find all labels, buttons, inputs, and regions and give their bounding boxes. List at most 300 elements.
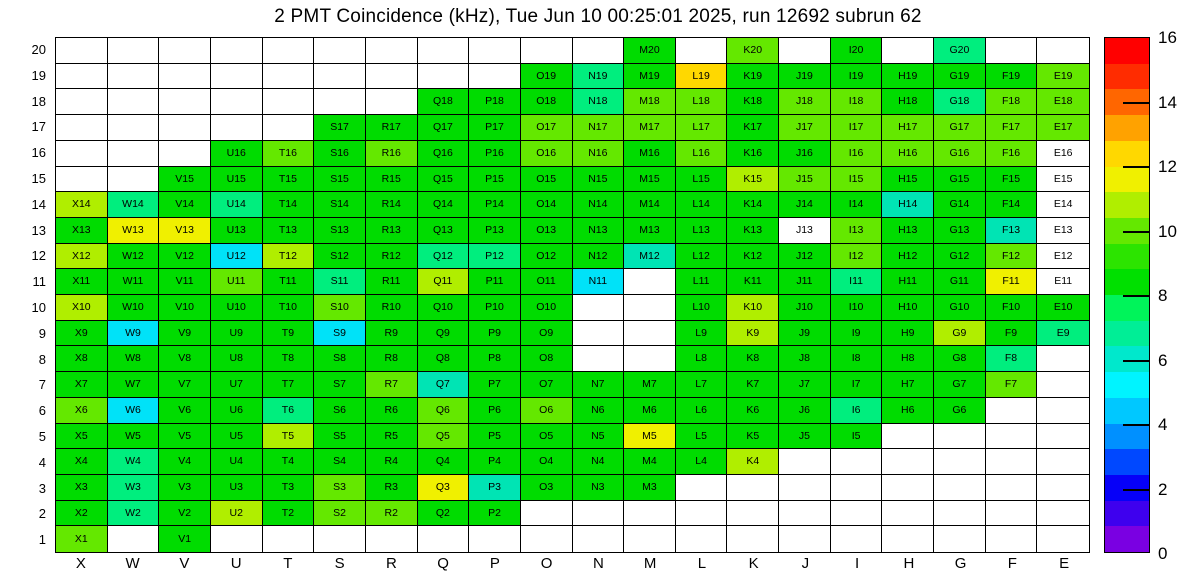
cell-k10: K10 (727, 295, 779, 321)
cell-o16: O16 (521, 141, 573, 167)
cell-x9: X9 (56, 321, 108, 347)
cell-u8: U8 (211, 346, 263, 372)
cell-v9: V9 (159, 321, 211, 347)
cell-k1 (727, 526, 779, 552)
cell-j9: J9 (779, 321, 831, 347)
col-label-e: E (1059, 555, 1070, 572)
colorbar-tick-label: 8 (1158, 286, 1168, 305)
row-label-10: 10 (31, 300, 46, 315)
cell-w9: W9 (108, 321, 160, 347)
cell-k9: K9 (727, 321, 779, 347)
cell-v14: V14 (159, 192, 211, 218)
cell-t7: T7 (263, 372, 315, 398)
cell-n9 (573, 321, 625, 347)
colorbar-band (1105, 38, 1149, 64)
col-label-t: T (283, 555, 293, 572)
cell-p14: P14 (469, 192, 521, 218)
cell-t18 (263, 89, 315, 115)
col-label-q: Q (437, 555, 449, 572)
cell-q10: Q10 (418, 295, 470, 321)
cell-j20 (779, 38, 831, 64)
cell-f3 (986, 475, 1038, 501)
cell-o3: O3 (521, 475, 573, 501)
cell-q14: Q14 (418, 192, 470, 218)
col-label-j: J (801, 555, 810, 572)
cell-f9: F9 (986, 321, 1038, 347)
cell-s15: S15 (314, 167, 366, 193)
cell-t8: T8 (263, 346, 315, 372)
cell-j10: J10 (779, 295, 831, 321)
cell-l20 (676, 38, 728, 64)
cell-n8 (573, 346, 625, 372)
cell-i12: I12 (831, 244, 883, 270)
cell-h19: H19 (882, 64, 934, 90)
cell-s10: S10 (314, 295, 366, 321)
col-label-p: P (489, 555, 500, 572)
cell-r1 (366, 526, 418, 552)
cell-r8: R8 (366, 346, 418, 372)
cell-r13: R13 (366, 218, 418, 244)
row-label-2: 2 (38, 506, 46, 522)
cell-s17: S17 (314, 115, 366, 141)
cell-g3 (934, 475, 986, 501)
cell-v11: V11 (159, 269, 211, 295)
cell-r11: R11 (366, 269, 418, 295)
colorbar-band (1105, 269, 1149, 295)
colorbar-tick (1123, 166, 1149, 168)
cell-t20 (263, 38, 315, 64)
cell-h12: H12 (882, 244, 934, 270)
col-label-g: G (954, 555, 967, 572)
cell-m3: M3 (624, 475, 676, 501)
colorbar-band (1105, 501, 1149, 527)
cell-r12: R12 (366, 244, 418, 270)
colorbar-tick (1123, 231, 1149, 233)
cell-o8: O8 (521, 346, 573, 372)
cell-u20 (211, 38, 263, 64)
cell-n19: N19 (573, 64, 625, 90)
colorbar-tick-label: 10 (1158, 221, 1177, 241)
cell-x18 (56, 89, 108, 115)
colorbar-band (1105, 115, 1149, 141)
cell-t12: T12 (263, 244, 315, 270)
colorbar-tick-label: 0 (1158, 544, 1168, 563)
cell-g1 (934, 526, 986, 552)
cell-h1 (882, 526, 934, 552)
cell-r7: R7 (366, 372, 418, 398)
colorbar-band (1105, 295, 1149, 321)
cell-h20 (882, 38, 934, 64)
cell-k16: K16 (727, 141, 779, 167)
col-label-n: N (592, 555, 604, 572)
row-label-16: 16 (31, 145, 46, 161)
cell-i16: I16 (831, 141, 883, 167)
cell-v20 (159, 38, 211, 64)
cell-j4 (779, 449, 831, 475)
cell-f13: F13 (986, 218, 1038, 244)
cell-j16: J16 (779, 141, 831, 167)
cell-v2: V2 (159, 501, 211, 527)
cell-w14: W14 (108, 192, 160, 218)
cell-o12: O12 (521, 244, 573, 270)
cell-u2: U2 (211, 501, 263, 527)
cell-e11: E11 (1037, 269, 1089, 295)
cell-f8: F8 (986, 346, 1038, 372)
cell-q19 (418, 64, 470, 90)
colorbar (1104, 37, 1150, 553)
cell-u11: U11 (211, 269, 263, 295)
cell-j19: J19 (779, 64, 831, 90)
colorbar-band (1105, 141, 1149, 167)
colorbar-band (1105, 372, 1149, 398)
cell-j11: J11 (779, 269, 831, 295)
cell-n11: N11 (573, 269, 625, 295)
cell-s14: S14 (314, 192, 366, 218)
cell-t2: T2 (263, 501, 315, 527)
cell-x6: X6 (56, 398, 108, 424)
cell-p6: P6 (469, 398, 521, 424)
cell-t3: T3 (263, 475, 315, 501)
cell-i10: I10 (831, 295, 883, 321)
cell-x2: X2 (56, 501, 108, 527)
cell-k6: K6 (727, 398, 779, 424)
cell-l8: L8 (676, 346, 728, 372)
cell-f15: F15 (986, 167, 1038, 193)
cell-l15: L15 (676, 167, 728, 193)
cell-g6: G6 (934, 398, 986, 424)
cell-s7: S7 (314, 372, 366, 398)
cell-h4 (882, 449, 934, 475)
cell-f20 (986, 38, 1038, 64)
row-label-6: 6 (38, 403, 46, 419)
col-label-r: R (385, 555, 397, 572)
cell-s12: S12 (314, 244, 366, 270)
cell-x12: X12 (56, 244, 108, 270)
cell-o11: O11 (521, 269, 573, 295)
cell-m15: M15 (624, 167, 676, 193)
cell-e10: E10 (1037, 295, 1089, 321)
cell-h2 (882, 501, 934, 527)
cell-w1 (108, 526, 160, 552)
cell-r5: R5 (366, 424, 418, 450)
cell-l17: L17 (676, 115, 728, 141)
cell-t6: T6 (263, 398, 315, 424)
cell-v6: V6 (159, 398, 211, 424)
colorbar-band (1105, 321, 1149, 347)
cell-g2 (934, 501, 986, 527)
cell-e9: E9 (1037, 321, 1089, 347)
cell-p3: P3 (469, 475, 521, 501)
cell-w4: W4 (108, 449, 160, 475)
cell-h13: H13 (882, 218, 934, 244)
cell-i3 (831, 475, 883, 501)
cell-t13: T13 (263, 218, 315, 244)
cell-n1 (573, 526, 625, 552)
cell-o14: O14 (521, 192, 573, 218)
cell-t9: T9 (263, 321, 315, 347)
cell-q7: Q7 (418, 372, 470, 398)
cell-h6: H6 (882, 398, 934, 424)
colorbar-band (1105, 192, 1149, 218)
cell-p11: P11 (469, 269, 521, 295)
cell-s3: S3 (314, 475, 366, 501)
row-label-7: 7 (38, 377, 46, 393)
cell-g4 (934, 449, 986, 475)
cell-i5: I5 (831, 424, 883, 450)
cell-r19 (366, 64, 418, 90)
cell-m9 (624, 321, 676, 347)
cell-e7 (1037, 372, 1089, 398)
colorbar-band (1105, 64, 1149, 90)
cell-u12: U12 (211, 244, 263, 270)
cell-o15: O15 (521, 167, 573, 193)
col-label-i: I (855, 555, 860, 572)
cell-s1 (314, 526, 366, 552)
cell-x11: X11 (56, 269, 108, 295)
cell-x8: X8 (56, 346, 108, 372)
cell-i14: I14 (831, 192, 883, 218)
cell-h3 (882, 475, 934, 501)
cell-g13: G13 (934, 218, 986, 244)
cell-w16 (108, 141, 160, 167)
cell-m6: M6 (624, 398, 676, 424)
cell-s5: S5 (314, 424, 366, 450)
cell-r9: R9 (366, 321, 418, 347)
cell-j17: J17 (779, 115, 831, 141)
cell-j14: J14 (779, 192, 831, 218)
cell-t15: T15 (263, 167, 315, 193)
col-label-w: W (125, 555, 140, 572)
row-label-19: 19 (31, 67, 46, 83)
cell-o6: O6 (521, 398, 573, 424)
cell-v3: V3 (159, 475, 211, 501)
cell-e16: E16 (1037, 141, 1089, 167)
cell-o19: O19 (521, 64, 573, 90)
cell-i19: I19 (831, 64, 883, 90)
cell-x5: X5 (56, 424, 108, 450)
cell-p17: P17 (469, 115, 521, 141)
cell-k14: K14 (727, 192, 779, 218)
colorbar-band (1105, 424, 1149, 450)
cell-r2: R2 (366, 501, 418, 527)
cell-m17: M17 (624, 115, 676, 141)
row-label-18: 18 (31, 93, 46, 109)
cell-p5: P5 (469, 424, 521, 450)
cell-q17: Q17 (418, 115, 470, 141)
cell-u13: U13 (211, 218, 263, 244)
cell-h7: H7 (882, 372, 934, 398)
cell-w13: W13 (108, 218, 160, 244)
cell-l5: L5 (676, 424, 728, 450)
colorbar-band (1105, 449, 1149, 475)
cell-l12: L12 (676, 244, 728, 270)
cell-w12: W12 (108, 244, 160, 270)
cell-q12: Q12 (418, 244, 470, 270)
cell-o18: O18 (521, 89, 573, 115)
cell-l13: L13 (676, 218, 728, 244)
cell-k18: K18 (727, 89, 779, 115)
cell-n4: N4 (573, 449, 625, 475)
cell-t1 (263, 526, 315, 552)
cell-k15: K15 (727, 167, 779, 193)
cell-u18 (211, 89, 263, 115)
cell-g12: G12 (934, 244, 986, 270)
cell-f17: F17 (986, 115, 1038, 141)
cell-j1 (779, 526, 831, 552)
cell-v7: V7 (159, 372, 211, 398)
cell-h16: H16 (882, 141, 934, 167)
cell-h10: H10 (882, 295, 934, 321)
cell-t14: T14 (263, 192, 315, 218)
cell-x17 (56, 115, 108, 141)
cell-k12: K12 (727, 244, 779, 270)
cell-o1 (521, 526, 573, 552)
cell-u7: U7 (211, 372, 263, 398)
cell-w8: W8 (108, 346, 160, 372)
cell-i4 (831, 449, 883, 475)
cell-n20 (573, 38, 625, 64)
cell-u3: U3 (211, 475, 263, 501)
cell-v17 (159, 115, 211, 141)
cell-n6: N6 (573, 398, 625, 424)
cell-q11: Q11 (418, 269, 470, 295)
cell-p15: P15 (469, 167, 521, 193)
cell-g9: G9 (934, 321, 986, 347)
cell-k4: K4 (727, 449, 779, 475)
cell-m13: M13 (624, 218, 676, 244)
cell-g17: G17 (934, 115, 986, 141)
cell-m12: M12 (624, 244, 676, 270)
colorbar-band (1105, 398, 1149, 424)
cell-w15 (108, 167, 160, 193)
cell-g20: G20 (934, 38, 986, 64)
cell-n14: N14 (573, 192, 625, 218)
row-label-15: 15 (31, 171, 46, 186)
cell-r10: R10 (366, 295, 418, 321)
cell-m8 (624, 346, 676, 372)
cell-s2: S2 (314, 501, 366, 527)
cell-l3 (676, 475, 728, 501)
cell-h5 (882, 424, 934, 450)
cell-h18: H18 (882, 89, 934, 115)
colorbar-tick (1123, 360, 1149, 362)
row-label-3: 3 (38, 480, 46, 496)
cell-s6: S6 (314, 398, 366, 424)
cell-s4: S4 (314, 449, 366, 475)
cell-m14: M14 (624, 192, 676, 218)
cell-n3: N3 (573, 475, 625, 501)
cell-o4: O4 (521, 449, 573, 475)
cell-m10 (624, 295, 676, 321)
cell-i15: I15 (831, 167, 883, 193)
cell-f4 (986, 449, 1038, 475)
cell-e14: E14 (1037, 192, 1089, 218)
col-label-s: S (334, 555, 345, 572)
cell-w18 (108, 89, 160, 115)
cell-s11: S11 (314, 269, 366, 295)
cell-x4: X4 (56, 449, 108, 475)
colorbar-tick-label: 12 (1158, 157, 1177, 176)
cell-e15: E15 (1037, 167, 1089, 193)
colorbar-tick-label: 4 (1158, 415, 1168, 434)
cell-e19: E19 (1037, 64, 1089, 90)
cell-i9: I9 (831, 321, 883, 347)
cell-g7: G7 (934, 372, 986, 398)
cell-g5 (934, 424, 986, 450)
col-label-f: F (1007, 555, 1017, 572)
cell-e1 (1037, 526, 1089, 552)
cell-h11: H11 (882, 269, 934, 295)
cell-q3: Q3 (418, 475, 470, 501)
cell-w5: W5 (108, 424, 160, 450)
cell-f12: F12 (986, 244, 1038, 270)
cell-w20 (108, 38, 160, 64)
row-label-20: 20 (31, 42, 46, 57)
cell-f5 (986, 424, 1038, 450)
cell-o5: O5 (521, 424, 573, 450)
cell-q15: Q15 (418, 167, 470, 193)
cell-w6: W6 (108, 398, 160, 424)
cell-u1 (211, 526, 263, 552)
cell-t17 (263, 115, 315, 141)
cell-x7: X7 (56, 372, 108, 398)
col-label-o: O (540, 555, 553, 572)
cell-o7: O7 (521, 372, 573, 398)
cell-q13: Q13 (418, 218, 470, 244)
cell-l11: L11 (676, 269, 728, 295)
cell-f11: F11 (986, 269, 1038, 295)
cell-o10: O10 (521, 295, 573, 321)
col-label-l: L (697, 555, 707, 572)
cell-p7: P7 (469, 372, 521, 398)
cell-h8: H8 (882, 346, 934, 372)
cell-w17 (108, 115, 160, 141)
cell-r16: R16 (366, 141, 418, 167)
cell-u17 (211, 115, 263, 141)
cell-t5: T5 (263, 424, 315, 450)
cell-n17: N17 (573, 115, 625, 141)
cell-q18: Q18 (418, 89, 470, 115)
cell-n10 (573, 295, 625, 321)
cell-o20 (521, 38, 573, 64)
cell-t19 (263, 64, 315, 90)
cell-u6: U6 (211, 398, 263, 424)
colorbar-tick (1123, 102, 1149, 104)
cell-w11: W11 (108, 269, 160, 295)
cell-u16: U16 (211, 141, 263, 167)
col-label-h: H (903, 555, 915, 572)
cell-e3 (1037, 475, 1089, 501)
cell-q5: Q5 (418, 424, 470, 450)
cell-p20 (469, 38, 521, 64)
cell-g14: G14 (934, 192, 986, 218)
cell-i7: I7 (831, 372, 883, 398)
cell-r20 (366, 38, 418, 64)
cell-v5: V5 (159, 424, 211, 450)
cell-l10: L10 (676, 295, 728, 321)
col-label-m: M (643, 555, 657, 572)
cell-s13: S13 (314, 218, 366, 244)
cell-k8: K8 (727, 346, 779, 372)
cell-f10: F10 (986, 295, 1038, 321)
cell-l4: L4 (676, 449, 728, 475)
colorbar-tick-label: 6 (1158, 350, 1168, 370)
cell-p9: P9 (469, 321, 521, 347)
cell-k11: K11 (727, 269, 779, 295)
cell-k17: K17 (727, 115, 779, 141)
cell-v12: V12 (159, 244, 211, 270)
cell-p19 (469, 64, 521, 90)
